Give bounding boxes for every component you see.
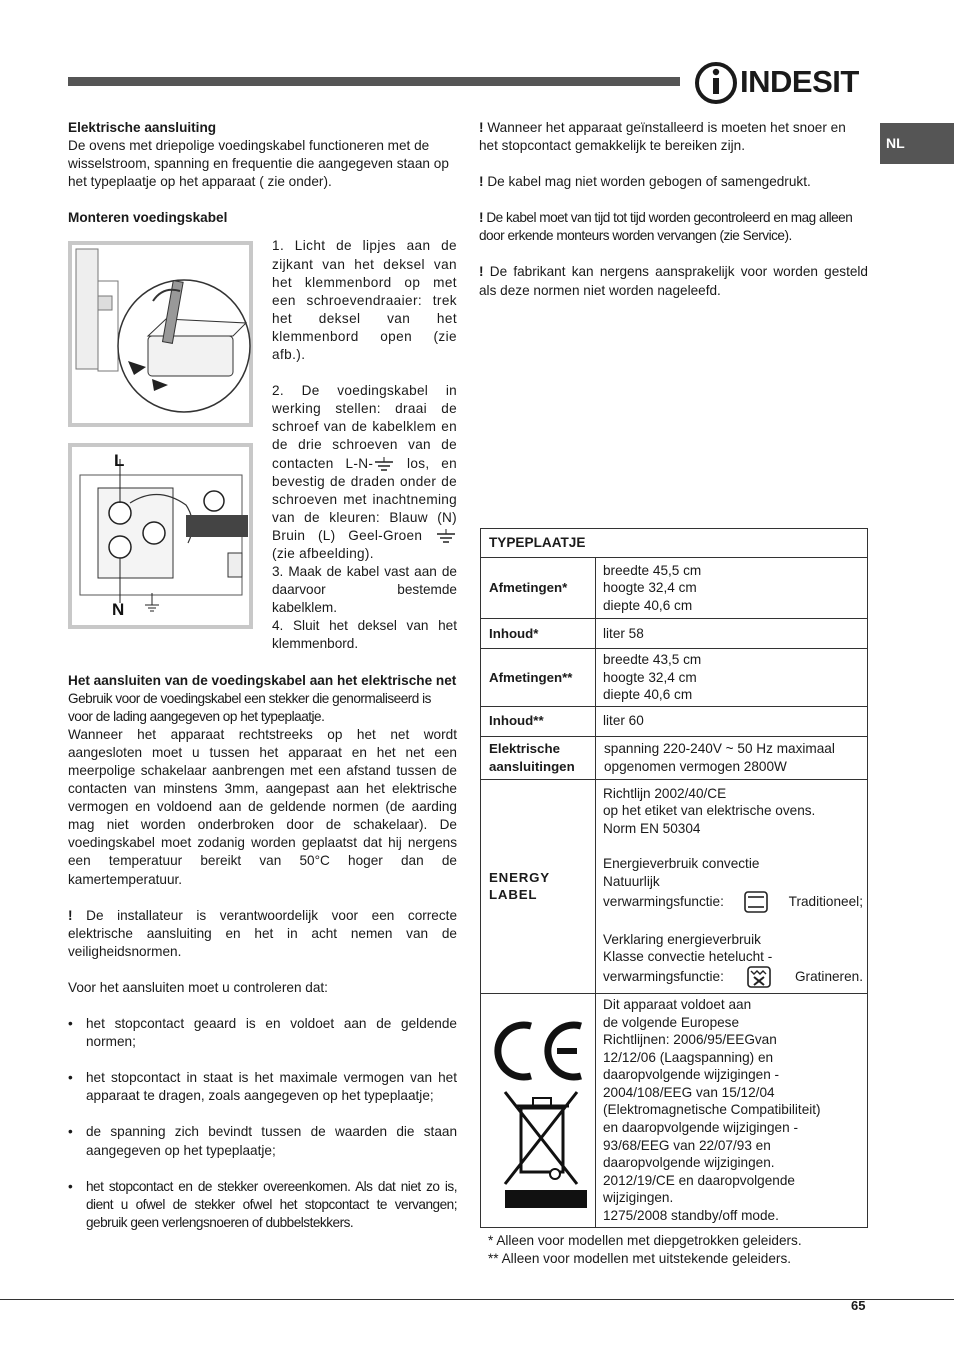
- warning-mark: !: [479, 264, 484, 280]
- step-3: 3. Maak de kabel vast aan de daarvoor bestemde kabelklem.: [272, 564, 457, 616]
- warning-mark: !: [479, 174, 484, 190]
- table-row: Elektrische aansluitingen spanning 220-240V ~ 50 Hz maximaal opgenomen vermogen 2800W: [481, 736, 868, 779]
- language-tab[interactable]: NL: [880, 123, 954, 164]
- section-heading: Elektrische aansluiting: [68, 120, 217, 135]
- left-column: [68, 119, 457, 1232]
- section-heading: Het aansluiten van de voedingskabel aan het elektrische net: [68, 672, 457, 688]
- check-list: [68, 1015, 457, 1232]
- footnote: ** Alleen voor modellen met uitstekende geleiders.: [488, 1250, 792, 1266]
- grill-oven-icon: [747, 966, 771, 988]
- table-row: ENERGY LABEL Richtlijn 2002/40/CE op het etiket van elektrische ovens. Norm EN 50304 Energieverbruik convectie Natuurlijk verwarmingsfunctie: Traditioneel; Verklaring energieverbruik Klasse convectie hetelucht - verwarmingsfunctie: Gratineren.: [481, 779, 868, 993]
- table-row: Dit apparaat voldoet aan de volgende Europese Richtlijnen: 2006/95/EEGvan 12/12/06 (Laagspanning) en daaropvolgende wijzigingen - 2004/108/EEG van 15/12/04 (Elektromagnetische Compatibiliteit) en daaropvolgende wijzigingen - 93/68/EEG van 22/07/93 en daaropvolgende wijzigingen. 2012/19/CE en daaropvolgende wijzigingen. 1275/2008 standby/off mode.: [481, 993, 868, 1227]
- warning-mark: !: [479, 210, 484, 226]
- ce-weee-icons: [481, 1008, 593, 1208]
- paragraph: Gebruik voor de voedingskabel een stekker die genormaliseerd is voor de lading aangegeven op het typeplaatje.: [68, 690, 431, 724]
- header-bar: [68, 77, 680, 86]
- list-item: • het stopcontact en de stekker overeenkomen. Als dat niet zo is, dient u ofwel de stekker ofwel het stopcontact te vervangen; gebruik geen verlengsnoeren of dubbelstekkers.: [68, 1178, 457, 1230]
- indesit-logo: [694, 58, 874, 108]
- footnote: * Alleen voor modellen met diepgetrokken geleiders.: [488, 1233, 802, 1248]
- list-item: • de spanning zich bevindt tussen de waarden die staan aangegeven op het typeplaatje;: [68, 1124, 457, 1158]
- list-item: • het stopcontact in staat is het maximale vermogen van het apparaat te dragen, zoals aangegeven op het typeplaatje;: [68, 1070, 457, 1104]
- step-4: 4. Sluit het deksel van het klemmenbord.: [272, 618, 457, 652]
- paragraph: Wanneer het apparaat rechtstreeks op het net wordt aangesloten moet u tussen het apparaat en het net een meerpolige schakelaar aanbrengen met een afstand tussen de contacten van minstens 3mm, aangepast aan het elektrische vermogen en voldoend aan de geldende normen (de aarding mag niet worden onderbroken door de schakelaar). De voedingskabel moet zodanig worden geplaatst dat hij nergens een temperatuur bereikt van 50°C hoger dan de kamertemperatuur.: [68, 726, 457, 887]
- warning-text: Wanneer het apparaat geïnstalleerd is moeten het snoer en het stopcontact gemakkelijk te bereiken zijn.: [479, 120, 846, 154]
- traditional-oven-icon: [744, 891, 768, 913]
- warning-mark: !: [479, 120, 484, 135]
- logo-i-icon: [694, 58, 738, 108]
- table-row: Inhoud** liter 60: [481, 706, 868, 736]
- ce-mark-icon: [498, 1025, 581, 1077]
- warning-mark: !: [68, 907, 73, 923]
- table-row: Afmetingen** breedte 43,5 cm hoogte 32,4 cm diepte 40,6 cm: [481, 649, 868, 707]
- table-title: TYPEPLAATJE: [481, 529, 868, 558]
- footer-rule: [0, 1299, 954, 1300]
- ground-icon: [373, 457, 395, 471]
- table-row: Inhoud* liter 58: [481, 619, 868, 649]
- warning-text: De kabel moet van tijd tot tijd worden gecontroleerd en mag alleen door erkende monteurs worden vervangen (zie Service).: [479, 210, 853, 244]
- warning-text: De fabrikant kan nergens aansprakelijk voor worden gesteld als deze normen niet worden nageleefd.: [479, 264, 868, 298]
- warning-text: De installateur is verantwoordelijk voor een correcte elektrische aansluiting en het in acht nemen van de veiligheidsnormen.: [68, 907, 458, 959]
- section-heading: Monteren voedingskabel: [68, 210, 228, 226]
- paragraph: Voor het aansluiten moet u controleren dat:: [68, 979, 328, 995]
- rating-plate-table: [480, 528, 868, 1228]
- figure-label-N: N: [112, 600, 125, 620]
- list-item: • het stopcontact geaard is en voldoet aan de geldende normen;: [68, 1016, 457, 1050]
- footnotes: [488, 1232, 802, 1267]
- warning-text: De kabel mag niet worden gebogen of samengedrukt.: [487, 174, 811, 190]
- step-2: 2. De voedingskabel in werking stellen: draai de schroef van de kabelklem en de drie schroeven van de contacten L-N-: [272, 383, 457, 471]
- brand-name: INDESIT: [740, 64, 859, 99]
- step-2-cont: los, en bevestig de draden onder de schroeven met inachtneming van de kleuren: Blauw (N) Bruin (L) Geel-Groen: [272, 455, 458, 543]
- figure-label-L: L: [114, 451, 125, 471]
- table-row: Afmetingen* breedte 45,5 cm hoogte 32,4 cm diepte 40,6 cm: [481, 558, 868, 619]
- page-number: 65: [851, 1298, 866, 1313]
- terminal-cover-figure: [68, 241, 253, 427]
- step-1: 1. Licht de lipjes aan de zijkant van het deksel van het klemmenbord op met een schroevendraaier: trek het deksel van het klemmenbord open (zie afb.).: [272, 238, 457, 363]
- wiring-figure: [68, 443, 253, 629]
- paragraph: De ovens met driepolige voedingskabel functioneren met de wisselstroom, spanning en frequentie die aangegeven staan op het typeplaatje op het apparaat ( zie onder).: [68, 138, 449, 190]
- step-2-end: (zie afbeelding).: [272, 545, 374, 561]
- right-column: [479, 119, 868, 300]
- ground-icon: [435, 529, 457, 543]
- weee-bin-icon: [505, 1092, 587, 1208]
